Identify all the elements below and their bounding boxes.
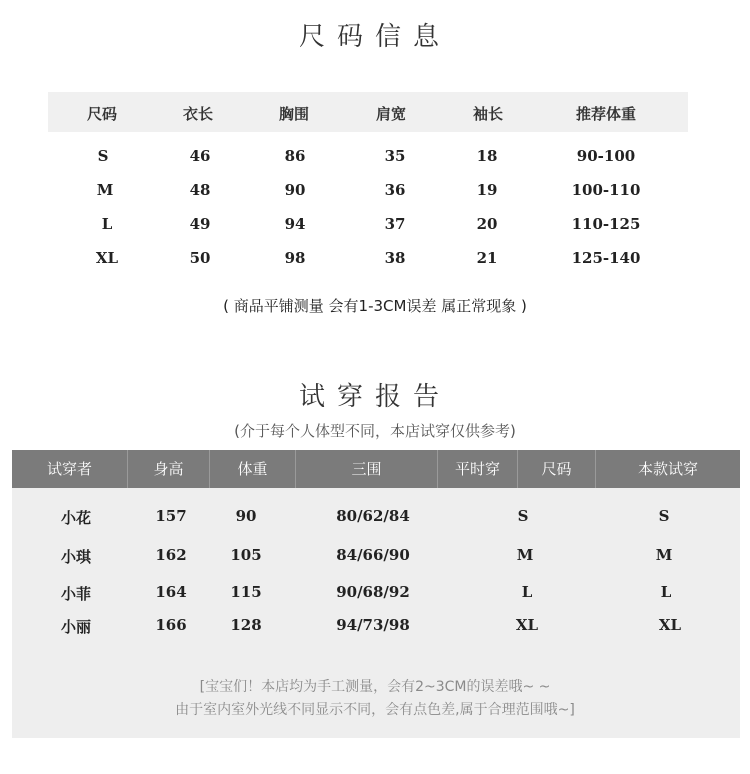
header-measurements: 三围 [296,450,438,488]
tester-name: 小丽 [60,618,92,636]
height-cell: 162 [155,546,187,564]
height-cell: 164 [155,583,187,601]
size-row [0,181,750,205]
shoulder-cell: 36 [384,181,406,199]
trial-table-header [12,450,740,488]
sleeve-cell: 18 [476,147,498,165]
size-cell: M [96,181,114,199]
header-chest: 胸围 [278,105,310,123]
length-cell: 46 [189,147,211,165]
weight-cell: 90 [235,507,257,525]
size-info-title: 尺码信息 [298,22,451,52]
height-cell: 157 [155,507,187,525]
weight-cell: 90-100 [576,147,636,165]
shoulder-cell: 38 [384,249,406,267]
size-cell: S [97,147,109,165]
chest-cell: 86 [284,147,306,165]
chest-cell: 98 [284,249,306,267]
chest-cell: 90 [284,181,306,199]
tester-name: 小琪 [60,548,92,566]
header-usual-wear: 平时穿 [438,450,518,488]
weight-cell: 105 [230,546,262,564]
trial-size-cell: L [521,583,533,601]
weight-cell: 100-110 [571,181,641,199]
size-cell: L [101,215,113,233]
header-weight: 推荐体重 [575,105,637,123]
measurement-note: ( 商品平铺测量 会有1-3CM误差 属正常现象 ) [223,297,527,315]
header-length: 衣长 [182,105,214,123]
chest-cell: 94 [284,215,306,233]
trial-size-cell: XL [515,616,539,634]
sleeve-cell: 21 [476,249,498,267]
weight-cell: 110-125 [571,215,641,233]
weight-cell: 125-140 [571,249,641,267]
header-tester: 试穿者 [12,450,128,488]
trial-row [0,507,750,531]
sleeve-cell: 19 [476,181,498,199]
header-height: 身高 [128,450,210,488]
size-row [0,147,750,171]
trial-size-cell: S [517,507,529,525]
trial-row [0,616,750,640]
length-cell: 50 [189,249,211,267]
length-cell: 48 [189,181,211,199]
measurements-cell: 90/68/92 [336,583,410,601]
measurement-disclaimer-line1: [宝宝们！本店均为手工测量，会有2~3CM的误差哦~ ~ [199,679,551,695]
measurements-cell: 80/62/84 [336,507,410,525]
size-table-header [48,92,688,132]
trial-row [0,583,750,607]
size-cell: XL [95,249,119,267]
header-this-item-trial: 本款试穿 [637,460,698,478]
this-item-size-cell: S [658,507,670,525]
measurement-disclaimer-line2: 由于室内室外光线不同显示不同，会有点色差,属于合理范围哦~] [175,702,575,718]
length-cell: 49 [189,215,211,233]
trial-report-subtitle: (介于每个人体型不同，本店试穿仅供参考) [234,422,516,440]
header-trial-size: 尺码 [518,450,596,488]
header-size: 尺码 [86,105,118,123]
shoulder-cell: 35 [384,147,406,165]
header-shoulder: 肩宽 [375,105,407,123]
size-row [0,249,750,273]
this-item-size-cell: L [660,583,672,601]
measurements-cell: 84/66/90 [336,546,410,564]
size-row [0,215,750,239]
header-body-weight: 体重 [210,450,296,488]
tester-name: 小花 [60,509,92,527]
shoulder-cell: 37 [384,215,406,233]
sleeve-cell: 20 [476,215,498,233]
measurements-cell: 94/73/98 [336,616,410,634]
this-item-size-cell: XL [658,616,682,634]
height-cell: 166 [155,616,187,634]
weight-cell: 115 [230,583,262,601]
trial-report-title: 试穿报告 [298,382,451,412]
trial-size-cell: M [516,546,534,564]
trial-row [0,546,750,570]
tester-name: 小菲 [60,585,92,603]
this-item-size-cell: M [655,546,673,564]
weight-cell: 128 [230,616,262,634]
header-sleeve: 袖长 [472,105,504,123]
